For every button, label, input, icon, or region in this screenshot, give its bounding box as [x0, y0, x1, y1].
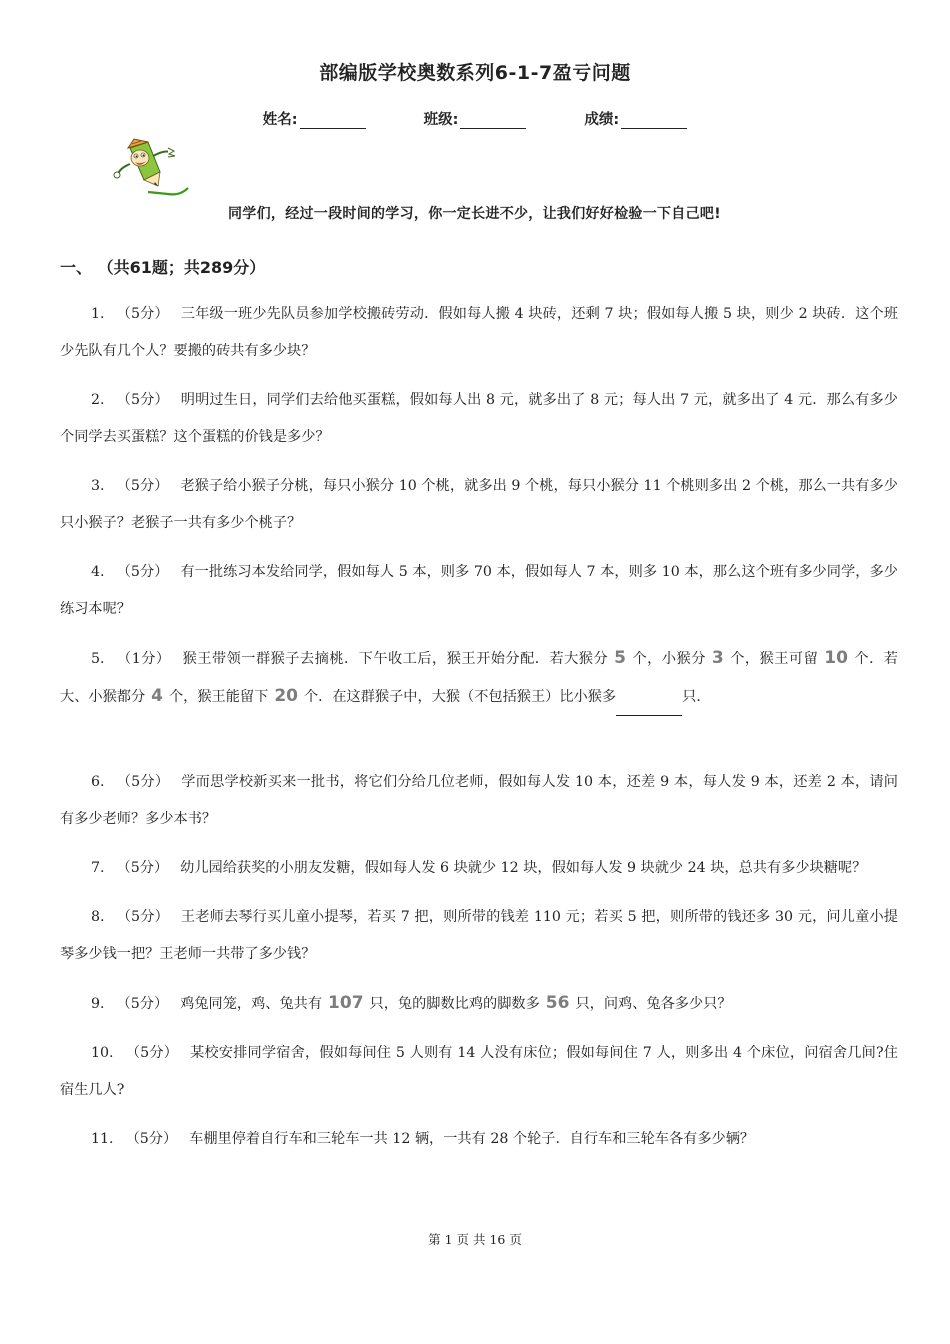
question-text-part: 个．在这群猴子中，大猴（不包括猴王）比小猴多	[303, 689, 617, 705]
highlighted-number: 4	[151, 686, 163, 706]
question-text: 学而思学校新买来一批书，将它们分给几位老师，假如每人发 10 本，还差 9 本，每人发 9 本，还差 2 本，请问有多少老师？多少本书？	[60, 774, 898, 827]
highlighted-number: 10	[824, 648, 848, 668]
highlighted-number: 5	[614, 648, 626, 668]
question-text-part: 个，猴王可留	[729, 651, 819, 667]
class-field[interactable]	[424, 108, 527, 129]
question-3	[60, 468, 898, 542]
question-number: 7.	[91, 860, 105, 876]
question-number: 1.	[91, 306, 105, 322]
section-heading: 一、 （共61题；共289分）	[60, 258, 266, 277]
question-text: 有一批练习本发给同学，假如每人 5 本，则多 70 本，假如每人 7 本，则多 10 本，那么这个班有多少同学，多少练习本呢？	[60, 564, 898, 617]
question-number: 11.	[91, 1131, 114, 1147]
question-text: 明明过生日，同学们去给他买蛋糕，假如每人出 8 元，就多出了 8 元；每人出 7 元，就多出了 4 元．那么有多少个同学去买蛋糕？这个蛋糕的价钱是多少？	[60, 392, 898, 445]
question-score: （5分）	[125, 1045, 179, 1061]
highlighted-number: 3	[711, 648, 724, 668]
class-blank[interactable]	[460, 113, 526, 129]
question-text-part: 只．	[682, 689, 711, 705]
question-4	[60, 554, 898, 628]
question-text-part: 个，小猴分	[632, 651, 706, 667]
answer-blank[interactable]	[616, 695, 682, 716]
question-number: 10.	[91, 1045, 114, 1061]
question-number: 5.	[91, 651, 105, 667]
question-8	[60, 899, 898, 973]
question-number: 8.	[91, 909, 105, 925]
question-6	[60, 764, 898, 838]
pencil-mascot-icon	[108, 138, 192, 200]
question-number: 6.	[91, 774, 105, 790]
question-text-part: 鸡兔同笼，鸡、兔共有	[180, 996, 323, 1012]
highlighted-number: 107	[328, 993, 364, 1013]
question-text: 车棚里停着自行车和三轮车一共 12 辆，一共有 28 个轮子．自行车和三轮车各有多少辆？	[189, 1131, 755, 1147]
question-number: 2.	[91, 392, 105, 408]
question-7	[60, 850, 898, 887]
name-blank[interactable]	[300, 113, 366, 129]
question-5	[60, 640, 898, 716]
question-number: 4.	[91, 564, 105, 580]
question-text-part: 个．若大、小猴都分	[60, 651, 898, 705]
question-score: （5分）	[125, 1131, 178, 1147]
question-list	[60, 296, 898, 1170]
question-2	[60, 382, 898, 456]
question-text-part: 个，猴王能留下	[168, 689, 269, 705]
question-9	[60, 985, 898, 1023]
question-score: （5分）	[116, 392, 169, 408]
name-field[interactable]	[263, 108, 366, 129]
question-text: 某校安排同学宿舍，假如每间住 5 人则有 14 人没有床位；假如每间住 7 人，则多出 4 个床位，问宿舍几间?住宿生几人?	[60, 1045, 898, 1098]
highlighted-number: 20	[274, 686, 298, 706]
question-score: （1分）	[116, 651, 171, 667]
question-text: 三年级一班少先队员参加学校搬砖劳动．假如每人搬 4 块砖，还剩 7 块；假如每人搬 5 块，则少 2 块砖．这个班少先队有几个人？要搬的砖共有多少块？	[60, 306, 898, 359]
question-score: （5分）	[116, 564, 169, 580]
question-text-part: 只，兔的脚数比鸡的脚数多	[369, 996, 540, 1012]
question-text-part: 猴王带领一群猴子去摘桃．下午收工后，猴王开始分配．若大猴分	[182, 651, 609, 667]
question-score: （5分）	[116, 774, 170, 790]
question-11	[60, 1121, 898, 1158]
question-score: （5分）	[116, 909, 169, 925]
score-field[interactable]	[584, 108, 687, 129]
question-score: （5分）	[116, 306, 169, 322]
student-info-fields	[0, 108, 950, 129]
question-10	[60, 1035, 898, 1109]
highlighted-number: 56	[545, 993, 570, 1013]
question-number: 3.	[91, 478, 105, 494]
page-title: 部编版学校奥数系列6-1-7盈亏问题	[319, 62, 631, 84]
score-label: 成绩:	[584, 112, 620, 128]
encouragement-text: 同学们，经过一段时间的学习，你一定长进不少，让我们好好检验一下自己吧!	[228, 206, 721, 222]
question-score: （5分）	[116, 478, 169, 494]
question-score: （5分）	[116, 996, 169, 1012]
question-text: 王老师去琴行买儿童小提琴，若买 7 把，则所带的钱差 110 元；若买 5 把，则所带的钱还多 30 元，问儿童小提琴多少钱一把？王老师一共带了多少钱？	[60, 909, 898, 962]
question-number: 9.	[91, 996, 105, 1012]
page-footer: 第 1 页 共 16 页	[428, 1232, 522, 1247]
question-1	[60, 296, 898, 370]
question-text: 老猴子给小猴子分桃，每只小猴分 10 个桃，就多出 9 个桃，每只小猴分 11 个桃则多出 2 个桃，那么一共有多少只小猴子？老猴子一共有多少个桃子？	[60, 478, 898, 531]
name-label: 姓名:	[262, 112, 298, 128]
score-blank[interactable]	[621, 113, 687, 129]
question-text-part: 只，问鸡、兔各多少只？	[575, 996, 732, 1012]
question-score: （5分）	[116, 860, 169, 876]
class-label: 班级:	[423, 112, 459, 128]
question-text: 幼儿园给获奖的小朋友发糖，假如每人发 6 块就少 12 块，假如每人发 9 块就少 24 块，总共有多少块糖呢？	[180, 860, 867, 876]
